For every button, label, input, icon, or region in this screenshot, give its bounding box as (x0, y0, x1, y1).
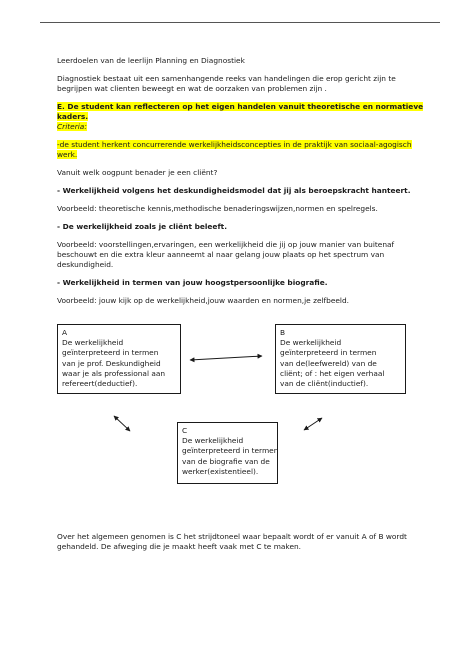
box-b-line-4: cliënt; of : het eigen verhaal (280, 368, 385, 378)
section-1-heading: - Werkelijkheid volgens het deskundigheidsmodel dat jij als beroepskracht hanteert. (57, 186, 411, 195)
box-c-line-3: van de biografie van de (182, 456, 270, 466)
section-2-example-3: deskundigheid. (57, 260, 114, 269)
question-line: Vanuit welk oogpunt benader je een cliënt? (57, 168, 218, 177)
box-b-line-1: De werkelijkheid (280, 338, 342, 348)
box-a-line-4: waar je als professional aan (62, 368, 166, 378)
arrow-a-c (114, 416, 130, 431)
arrow-a-b (190, 356, 262, 360)
box-a-line-1: De werkelijkheid (62, 338, 124, 348)
box-a-letter: A (62, 328, 68, 337)
section-1-example: Voorbeeld: theoretische kennis,methodische benaderingswijzen,normen en spelregels. (57, 204, 378, 213)
box-a-line-2: geïnterpreteerd in termen (62, 348, 159, 358)
section-2-heading: - De werkelijkheid zoals je cliënt beleeft. (57, 222, 227, 231)
criteria-label-text: Criteria: (57, 122, 87, 131)
arrow-b-c (304, 418, 322, 430)
box-a-line-5: refereert(deductief). (62, 379, 138, 389)
intro-line-1: Diagnostiek bestaat uit een samenhangende reeks van handelingen die erop gericht zijn te (57, 74, 396, 83)
box-b-line-2: geïnterpreteerd in termen (280, 348, 377, 358)
box-c-line-4: werker(existentieel). (182, 466, 259, 476)
section-3-example: Voorbeeld: jouw kijk op de werkelijkheid,jouw waarden en normen,je zelfbeeld. (57, 296, 350, 305)
goal-text-1: E. De student kan reflecteren op het eigen handelen vanuit theoretische en normatieve (57, 102, 424, 111)
box-a-line-3: van je prof. Deskundigheid (62, 358, 161, 368)
conclusion-line-1: Over het algemeen genomen is C het strijdtoneel waar bepaalt wordt of er vanuit A of B wordt (57, 532, 407, 541)
box-c-line-1: De werkelijkheid (182, 436, 244, 446)
conclusion-line-2: gehandeld. De afweging die je maakt heeft vaak met C te maken. (57, 542, 302, 551)
document-title: Leerdoelen van de leerlijn Planning en Diagnostiek (57, 56, 245, 65)
goal-text-2: kaders. (57, 112, 89, 121)
intro-line-2: begrijpen wat clienten beweegt en wat de oorzaken van problemen zijn . (57, 84, 327, 93)
box-c-line-2: geïnterpreteerd in termen (182, 446, 279, 456)
box-b-line-3: van de(leefwereld) van de (280, 358, 377, 368)
box-b-line-5: van de cliënt(inductief). (280, 379, 369, 389)
section-2-example-2: beschouwt en die extra kleur aanneemt al naar gelang jouw plaats op het spectrum van (57, 250, 385, 259)
criteria-text-2: werk. (57, 150, 78, 159)
criteria-text-1: -de student herkent concurrerende werkelijkheidsconcepties in de praktijk van sociaal-agogisch (57, 140, 412, 149)
section-3-heading: - Werkelijkheid in termen van jouw hoogstpersoonlijke biografie. (57, 278, 328, 287)
box-c-letter: C (182, 426, 188, 435)
section-2-example-1: Voorbeeld: voorstellingen,ervaringen, een werkelijkheid die jij op jouw manier van buitenaf (57, 240, 395, 249)
box-b-letter: B (280, 328, 286, 337)
